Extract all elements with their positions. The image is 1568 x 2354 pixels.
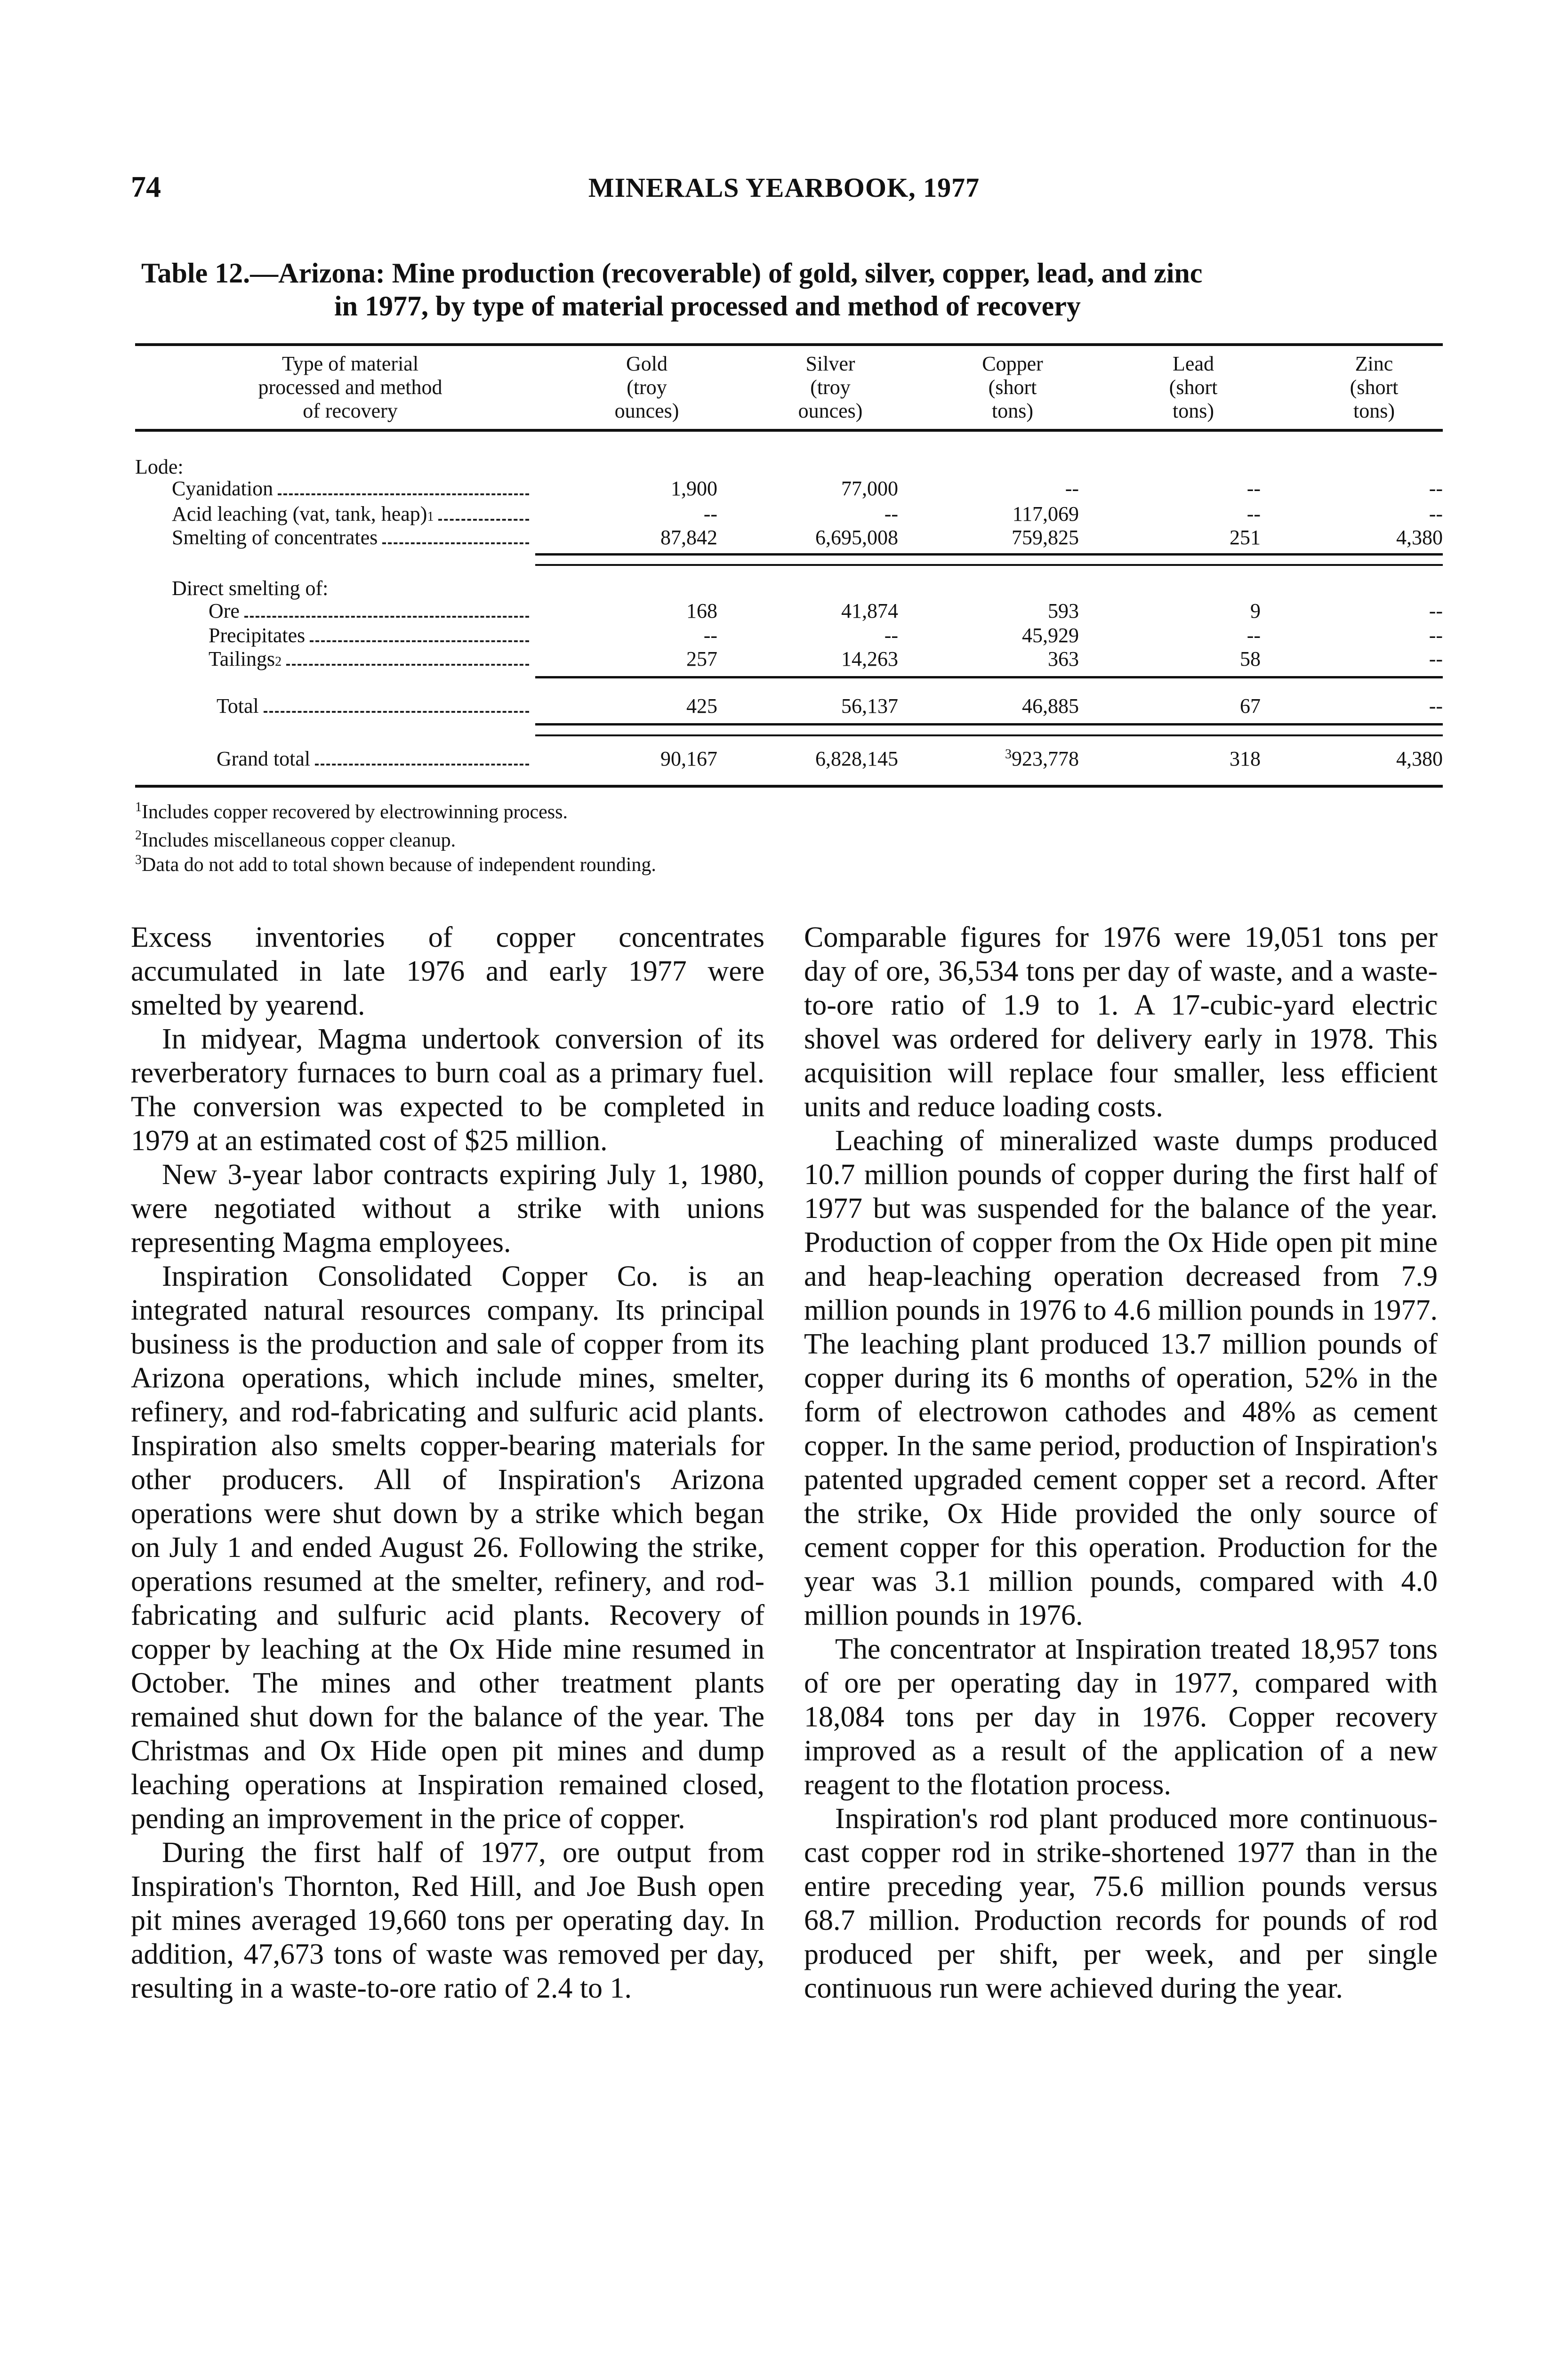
column-header [750,352,910,423]
table-cell [660,747,717,771]
total-rule [535,734,1443,736]
column-header-line: Gold [626,352,667,375]
cell-value: -- [1246,502,1261,525]
table-cell [1250,599,1261,623]
column-header-line: Silver [805,352,855,375]
column-header [1113,352,1273,423]
row-label-cell [172,477,529,500]
dot-leader [315,748,529,766]
footnote [135,853,656,877]
row-label: Cyanidation [172,477,273,500]
cell-value: 117,069 [1012,502,1079,525]
footnote-text: Includes miscellaneous copper cleanup. [142,830,456,851]
row-label-cell: Acid leaching (vat, tank, heap) 1 [172,502,529,526]
table-cell [1429,502,1443,526]
cell-value: -- [1246,477,1261,500]
cell-value: -- [1429,599,1443,622]
footnote-mark: 1 [135,800,142,814]
table-cell [885,502,898,526]
table-cell [1429,694,1443,718]
cell-value: 6,695,008 [815,526,898,549]
table-cell [1022,624,1079,647]
table-cell [1048,599,1079,623]
table-cell [1048,647,1079,671]
column-header-line: Copper [982,352,1043,375]
table-cell [1429,599,1443,623]
section-label [0,577,1568,600]
subtotal-rule [535,564,1443,566]
cell-value: 1,900 [671,477,717,500]
row-label-cell [217,694,529,718]
table-row [0,477,1568,500]
table-cell [1247,624,1261,647]
body-column-right [804,920,1438,2005]
table-title-continued: in 1977, by type of material processed and method of recovery [334,290,1081,322]
cell-value: 251 [1230,526,1261,549]
section-direct-smelting: Direct smelting of: [172,577,329,600]
cell-value: 9 [1250,599,1261,622]
column-header-line: (short [988,376,1037,399]
table-row [0,647,1568,671]
cell-value: 56,137 [841,694,898,717]
cell-value: 46,885 [1022,694,1079,717]
cell-value: 168 [686,599,717,622]
dot-leader [438,503,529,521]
cell-value: 363 [1048,647,1079,670]
table-top-rule [135,343,1443,346]
row-label-cell: Tailings 2 [209,647,529,671]
row-label: Grand total [217,747,311,770]
cell-value: 6,828,145 [815,747,898,770]
table-cell [686,647,717,671]
footnote-text: Includes copper recovered by electrowinning process. [142,801,568,823]
dot-leader [286,648,529,666]
column-header-line: (troy [627,376,667,399]
table-cell [1230,526,1261,549]
table-cell [815,747,898,771]
row-label: Ore [209,599,240,622]
body-paragraph: New 3-year labor contracts expiring July 1, 1980, were negotiated without a strike with unions representing Magma employees. [131,1159,764,1258]
body-paragraph: Comparable figures for 1976 were 19,051 tons per day of ore, 36,534 tons per day of waste, and a waste-to-ore ratio of 1.9 to 1. A 17-cubic-yard electric shovel was ordered for delivery early in 1978. This acquisition will replace four smaller, less efficient units and reduce loading costs. [804,921,1438,1123]
table-row [0,624,1568,647]
footnote-mark: 3 [135,853,142,867]
table-row [0,526,1568,549]
row-label-cell [209,599,529,623]
body-paragraph: During the first half of 1977, ore output from Inspiration's Thornton, Red Hill, and Joe Bush open pit mines averaged 19,660 tons per operating day. In addition, 47,673 tons of waste was removed per day, resulting in a waste-to-ore ratio of 2.4 to 1. [131,1837,764,2004]
total-rule [535,723,1443,726]
cell-value: -- [884,502,898,525]
column-header-line: Type of material [281,352,419,375]
dot-leader [264,695,529,713]
body-paragraph: Inspiration's rod plant produced more continuous-cast copper rod in strike-shortened 1977 than in the entire preceding year, 75.6 million pounds versus 68.7 million. Production records for pounds of rod produced per shift, per week, and per single continuous run were achieved during the year. [804,1803,1438,2004]
column-header-line: (short [1169,376,1218,399]
table-cell [686,599,717,623]
cell-value: -- [1429,694,1443,717]
table-cell [704,624,717,647]
body-column-left [131,920,764,2005]
column-header-line: (short [1350,376,1399,399]
cell-value: 14,263 [841,647,898,670]
row-label-cell [172,526,529,549]
cell-value: 318 [1230,747,1261,770]
cell-value: 45,929 [1022,624,1079,647]
cell-value: -- [1429,502,1443,525]
table-cell [1230,747,1261,771]
row-label: Smelting of concentrates [172,526,378,549]
dot-leader [310,624,529,642]
cell-value: 425 [686,694,717,717]
table-cell [671,477,717,500]
table-cell [1240,647,1261,671]
cell-value: 759,825 [1012,526,1079,549]
column-header-line: processed and method [258,376,442,399]
header-rule [135,429,1443,432]
table-cell [1022,694,1079,718]
row-label: Precipitates [209,624,306,647]
cell-value: 87,842 [660,526,717,549]
column-header-line: Lead [1173,352,1214,375]
table-bottom-rule [135,785,1443,788]
section-label [0,455,1568,479]
table-cell [1005,747,1079,771]
table-cell [1012,526,1079,549]
page-number: 74 [131,170,161,203]
cell-value: 593 [1048,599,1079,622]
column-header-line: tons) [1173,399,1214,422]
dot-leader [278,477,529,495]
body-paragraph: Excess inventories of copper concentrates accumulated in late 1976 and early 1977 were smelted by yearend. [131,921,764,1021]
table-title: Table 12.—Arizona: Mine production (recoverable) of gold, silver, copper, lead, and zinc [141,258,1203,289]
table-cell [815,526,898,549]
column-header [1294,352,1454,423]
cell-value: -- [1429,477,1443,500]
row-label: Total [217,694,259,717]
table-row [0,747,1568,771]
cell-value: 257 [686,647,717,670]
column-header [185,352,515,423]
running-head: MINERALS YEARBOOK, 1977 [588,172,980,203]
cell-value: -- [703,502,717,525]
cell-value: 58 [1240,647,1261,670]
cell-value: 77,000 [841,477,898,500]
table-row [0,599,1568,623]
table-cell [1065,477,1079,500]
cell-value: 4,380 [1396,526,1443,549]
subtotal-rule [535,553,1443,556]
table-cell [841,599,898,623]
footnote-mark: 3 [1005,747,1012,762]
table-cell [1240,694,1261,718]
column-header-line: ounces) [614,399,679,422]
column-header-line: of recovery [303,399,398,422]
column-header-line: tons) [1353,399,1395,422]
cell-value: -- [884,624,898,647]
table-cell [1013,502,1079,526]
table-cell [1429,624,1443,647]
cell-value: 67 [1240,694,1261,717]
table-cell [686,694,717,718]
dot-leader [382,526,529,544]
body-paragraph: Inspiration Consolidated Copper Co. is an integrated natural resources company. Its principal business is the production and sale of copper from its Arizona operations, which include mines, smelter, refinery, and rod-fabricating and sulfuric acid plants. Inspiration also smelts copper-bearing materials for other producers. All of Inspiration's Arizona operations were shut down by a strike which began on July 1 and ended August 26. Following the strike, operations resumed at the smelter, refinery, and rod-fabricating and sulfuric acid plants. Recovery of copper by leaching at the Ox Hide mine resumed in October. The mines and other treatment plants remained shut down for the balance of the year. The Christmas and Ox Hide open pit mines and dump leaching operations at Inspiration remained closed, pending an improvement in the price of copper. [131,1260,764,1835]
row-label-cell [209,624,529,647]
cell-value: 90,167 [660,747,717,770]
table-cell [885,624,898,647]
table-cell [1396,526,1443,549]
column-header-line: ounces) [798,399,863,422]
footnote-text: Data do not add to total shown because of independent rounding. [142,854,656,876]
cell-value: -- [1429,624,1443,647]
cell-value: -- [1246,624,1261,647]
column-header-line: (troy [810,376,851,399]
section-lode: Lode: [135,455,184,478]
table-cell [660,526,717,549]
table-cell [1429,647,1443,671]
row-label-cell [217,747,529,771]
cell-value: -- [703,624,717,647]
table-cell [1396,747,1443,771]
cell-value: -- [1065,477,1079,500]
table-cell [841,694,898,718]
column-header-line: Zinc [1355,352,1393,375]
table-row [0,694,1568,718]
table-cell [1247,502,1261,526]
subtotal-rule [535,676,1443,678]
cell-value: -- [1429,647,1443,670]
table-cell [1429,477,1443,500]
column-header [567,352,727,423]
row-label: Acid leaching (vat, tank, heap) [172,502,427,525]
body-paragraph: Leaching of mineralized waste dumps produced 10.7 million pounds of copper during the first half of 1977 but was suspended for the balance of the year. Production of copper from the Ox Hide open pit mine and heap-leaching operation decreased from 7.9 million pounds in 1976 to 4.6 million pounds in 1977. The leaching plant produced 13.7 million pounds of copper during its 6 months of operation, 52% in the form of electrowon cathodes and 48% as cement copper. In the same period, production of Inspiration's patented upgraded cement copper set a record. After the strike, Ox Hide provided the only source of cement copper for this operation. Production for the year was 3.1 million pounds, compared with 4.0 million pounds in 1976. [804,1125,1438,1631]
footnote-mark: 2 [135,828,142,843]
table-cell [841,477,898,500]
table-cell [841,647,898,671]
table-row [0,502,1568,526]
table-cell [1247,477,1261,500]
body-paragraph: In midyear, Magma undertook conversion of its reverberatory furnaces to burn coal as a primary fuel. The conversion was expected to be completed in 1979 at an estimated cost of $25 million. [131,1023,764,1157]
footnote [135,800,568,824]
cell-value: 4,380 [1396,747,1443,770]
footnote [135,829,456,852]
column-header [933,352,1093,423]
table-cell [704,502,717,526]
dot-leader [244,600,529,618]
cell-value: 923,778 [1012,747,1079,770]
cell-value: 41,874 [841,599,898,622]
row-label: Tailings [209,647,275,670]
column-header-line: tons) [992,399,1033,422]
body-paragraph: The concentrator at Inspiration treated 18,957 tons of ore per operating day in 1977, compared with 18,084 tons per day in 1976. Copper recovery improved as a result of the application of a new reagent to the flotation process. [804,1633,1438,1801]
